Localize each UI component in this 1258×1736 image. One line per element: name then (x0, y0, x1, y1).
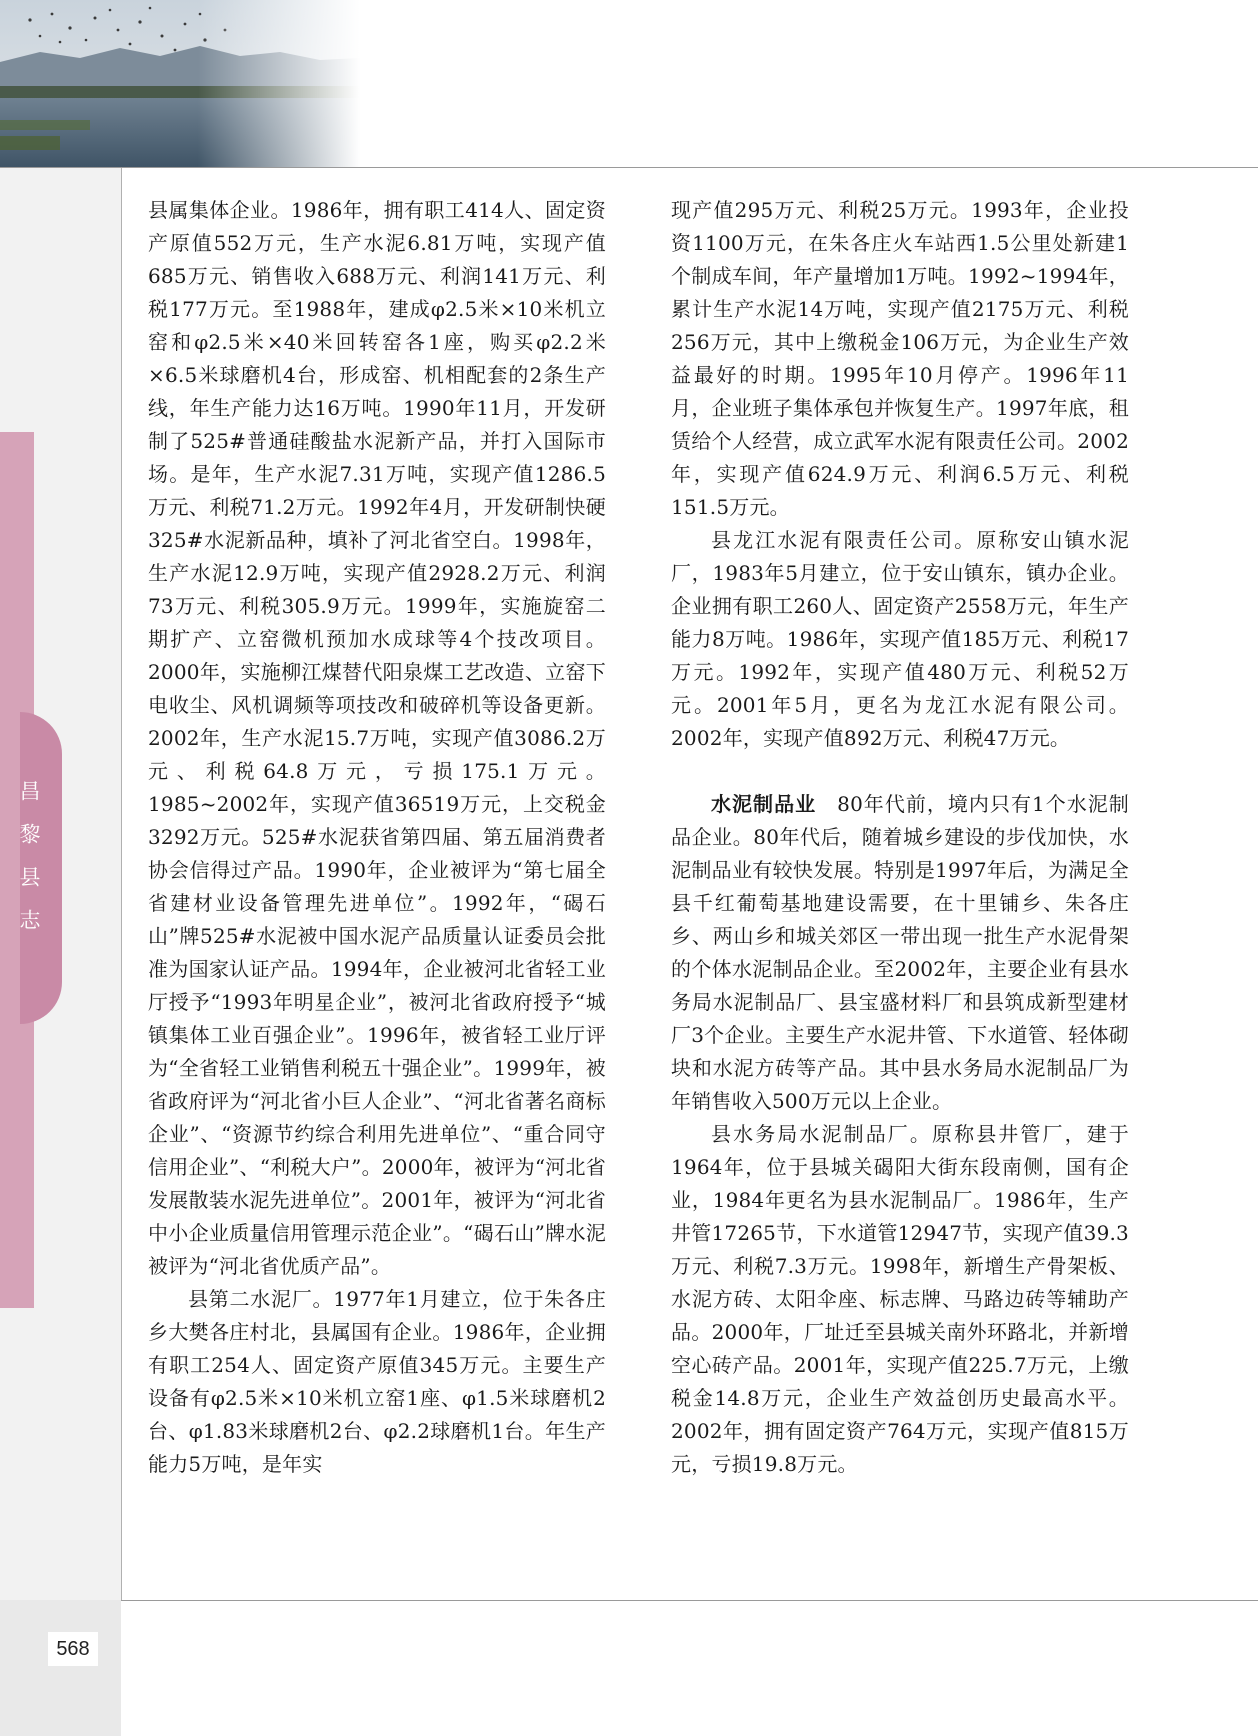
side-book-title: 昌黎县志 (17, 780, 41, 952)
landscape-image (0, 0, 360, 168)
paragraph-second-cement-plant-cont: 现产值295万元、利税25万元。1993年，企业投资1100万元，在朱各庄火车站西1.5公里处新建1个制成车间，年产量增加1万吨。1992~1994年，累计生产水泥14万吨，实现产值2175万元、利税256万元，其中上缴税金106万元，为企业生产效益最好的时期。1995年10月停产。1996年11月，企业班子集体承包并恢复生产。1997年底，租赁给个人经营，成立武军水泥有限责任公司。2002年，实现产值624.9万元、利润6.5万元、利税151.5万元。 (671, 198, 1129, 519)
paragraph-cement-plant-1: 县属集体企业。1986年，拥有职工414人、固定资产原值552万元，生产水泥6.81万吨，实现产值685万元、销售收入688万元、利润141万元、利税177万元。至1988年，建成φ2.5米×10米机立窑和φ2.5米×40米回转窑各1座，购买φ2.2米×6.5米球磨机4台，形成窑、机相配套的2条生产线，年生产能力达16万吨。1990年11月，开发研制了525#普通硅酸盐水泥新产品，并打入国际市场。是年，生产水泥7.31万吨，实现产值1286.5万元、利税71.2万元。1992年4月，开发研制快硬325#水泥新品种，填补了河北省空白。1998年，生产水泥12.9万吨，实现产值2928.2万元、利润73万元、利税305.9万元。1999年，实施旋窑二期扩产、立窑微机预加水成球等4个技改项目。2000年，实施柳江煤替代阳泉煤工艺改造、立窑下电收尘、风机调频等项技改和破碎机等设备更新。2002年，生产水泥15.7万吨，实现产值3086.2万元、利税64.8万元，亏损175.1万元。1985~2002年，实现产值36519万元，上交税金3292万元。525#水泥获省第四届、第五届消费者协会信得过产品。1990年，企业被评为“第七届全省建材业设备管理先进单位”。1992年，“碣石山”牌525#水泥被中国水泥产品质量认证委员会批准为国家认证产品。1994年，企业被河北省轻工业厅授予“1993年明星企业”，被河北省政府授予“城镇集体工业百强企业”。1996年，被省轻工业厅评为“全省轻工业销售利税五十强企业”。1999年，被省政府评为“河北省小巨人企业”、“河北省著名商标企业”、“资源节约综合利用先进单位”、“重合同守信用企业”、“利税大户”。2000年，被评为“河北省发展散装水泥先进单位”。2001年，被评为“河北省中小企业质量信用管理示范企业”。“碣石山”牌水泥被评为“河北省优质产品”。 (148, 198, 606, 1278)
header-landscape-photo (0, 0, 360, 168)
paragraph-second-cement-plant: 县第二水泥厂。1977年1月建立，位于朱各庄乡大樊各庄村北，县属国有企业。1986年，企业拥有职工254人、固定资产原值345万元。主要生产设备有φ2.5米×10米机立窑1座、φ1.5米球磨机2台、φ1.83米球磨机2台、φ2.2球磨机1台。年生产能力5万吨，是年实 (148, 1287, 606, 1476)
footer-rule (121, 1600, 1258, 1601)
section-heading: 水泥制品业 (711, 792, 817, 816)
paragraph-water-bureau-plant: 县水务局水泥制品厂。原称县井管厂，建于1964年，位于县城关碣阳大街东段南侧，国有企业，1984年更名为县水泥制品厂。1986年，生产井管17265节，下水道管12947节，实现产值39.3万元、利税7.3万元。1998年，新增生产骨架板、水泥方砖、太阳伞座、标志牌、马路边砖等辅助产品。2000年，厂址迁至县城关南外环路北，并新增空心砖产品。2001年，实现产值225.7万元，上缴税金14.8万元，企业生产效益创历史最高水平。2002年，拥有固定资产764万元，实现产值815万元，亏损19.8万元。 (671, 1122, 1129, 1476)
page-number: 568 (48, 1632, 98, 1666)
left-text-column (148, 194, 606, 1481)
header-rule (0, 167, 1258, 168)
paragraph-longjiang-cement: 县龙江水泥有限责任公司。原称安山镇水泥厂，1983年5月建立，位于安山镇东，镇办企业。企业拥有职工260人、固定资产2558万元，年生产能力8万吨。1986年，实现产值185万元、利税17万元。1992年，实现产值480万元、利税52万元。2001年5月，更名为龙江水泥有限公司。2002年，实现产值892万元、利税47万元。 (671, 528, 1129, 750)
right-text-column (671, 194, 1129, 1481)
margin-rule (121, 168, 122, 1600)
footer-strip (0, 1600, 1258, 1736)
section-intro: 80年代前，境内只有1个水泥制品企业。80年代后，随着城乡建设的步伐加快，水泥制品业有较快发展。特别是1997年后，为满足全县千红葡萄基地建设需要，在十里铺乡、朱各庄乡、两山乡和城关郊区一带出现一批生产水泥骨架的个体水泥制品企业。至2002年，主要企业有县水务局水泥制品厂、县宝盛材料厂和县筑成新型建材厂3个企业。主要生产水泥井管、下水道管、轻体砌块和水泥方砖等产品。其中县水务局水泥制品厂为年销售收入500万元以上企业。 (671, 792, 1129, 1113)
section-cement-products (671, 788, 1129, 1118)
